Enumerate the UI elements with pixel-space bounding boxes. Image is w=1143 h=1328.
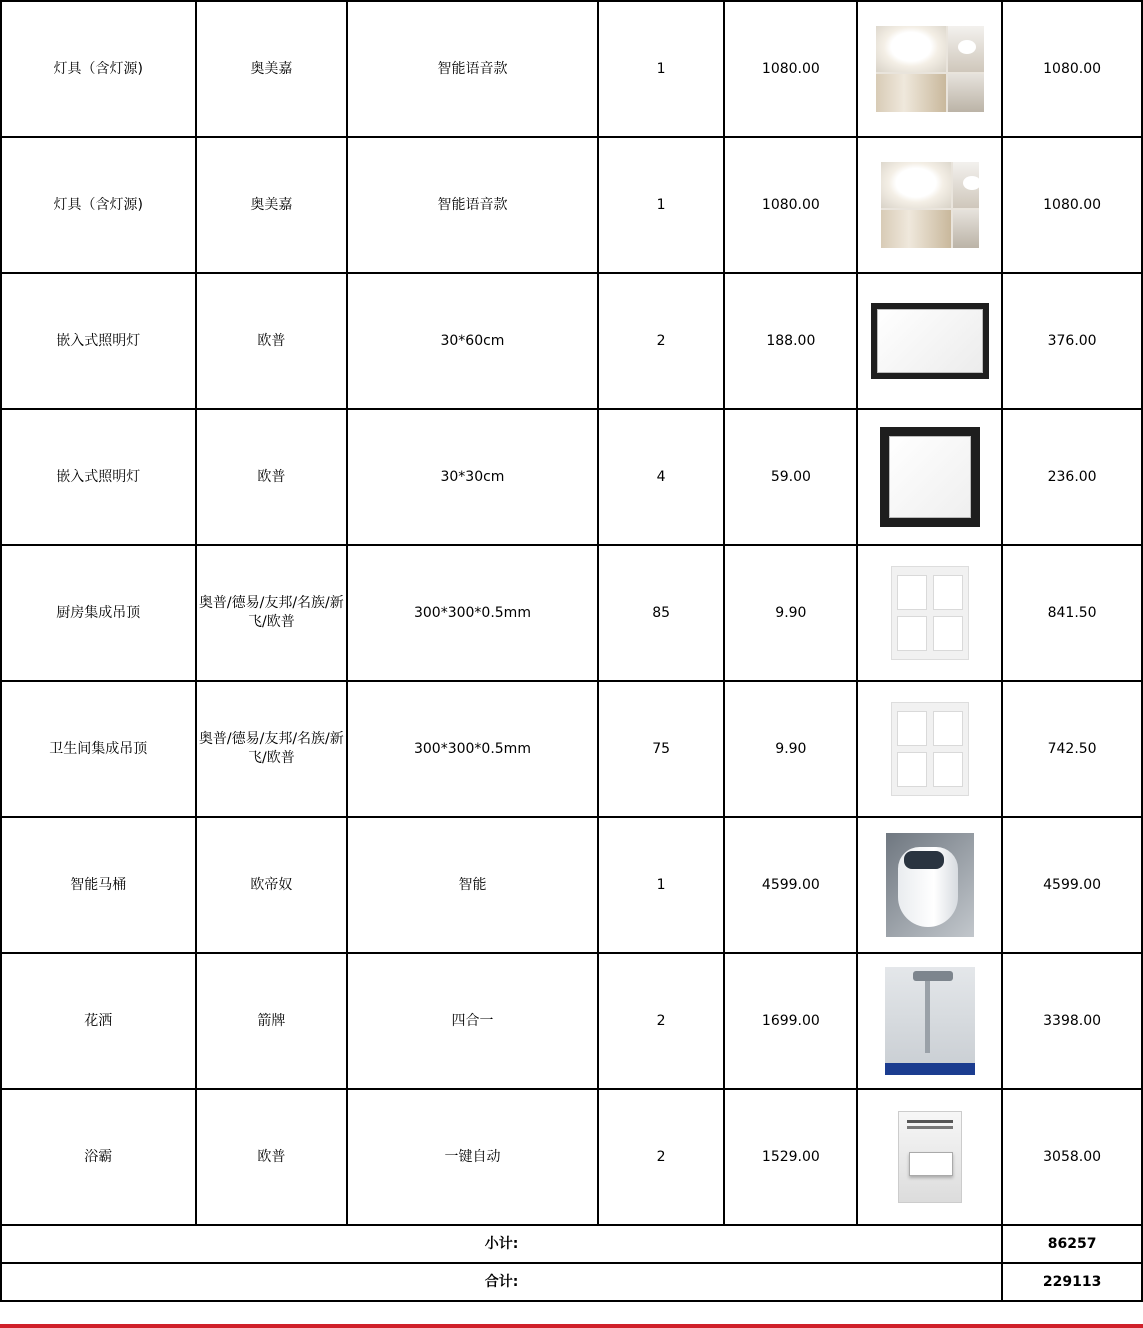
ceiling-lamp-icon <box>881 162 979 248</box>
item-image-cell <box>857 681 1002 817</box>
item-price: 4599.00 <box>724 817 857 953</box>
item-name: 灯具（含灯源) <box>1 137 196 273</box>
item-total: 3398.00 <box>1002 953 1142 1089</box>
item-name: 灯具（含灯源) <box>1 1 196 137</box>
item-qty: 75 <box>598 681 725 817</box>
table-row <box>1 1089 1142 1225</box>
item-image-cell <box>857 137 1002 273</box>
item-qty: 2 <box>598 953 725 1089</box>
table-row <box>1 545 1142 681</box>
item-brand: 奥美嘉 <box>196 1 348 137</box>
item-qty: 2 <box>598 1089 725 1225</box>
subtotal-label: 小计: <box>1 1225 1002 1263</box>
item-brand: 欧普 <box>196 273 348 409</box>
item-qty: 1 <box>598 137 725 273</box>
item-spec: 30*30cm <box>347 409 598 545</box>
item-total: 4599.00 <box>1002 817 1142 953</box>
item-qty: 1 <box>598 817 725 953</box>
smart-toilet-icon <box>886 833 974 937</box>
item-image-cell <box>857 545 1002 681</box>
table-row <box>1 1 1142 137</box>
item-image-cell <box>857 817 1002 953</box>
grand-total-label: 合计: <box>1 1263 1002 1301</box>
item-total: 376.00 <box>1002 273 1142 409</box>
item-image-cell <box>857 1 1002 137</box>
item-image-cell <box>857 409 1002 545</box>
panel-light-icon <box>871 303 989 379</box>
ceiling-lamp-icon <box>876 26 984 112</box>
bottom-accent-line <box>0 1324 1143 1328</box>
table-row <box>1 681 1142 817</box>
item-qty: 1 <box>598 1 725 137</box>
item-spec: 300*300*0.5mm <box>347 545 598 681</box>
item-brand: 奥美嘉 <box>196 137 348 273</box>
table-row <box>1 273 1142 409</box>
item-name: 嵌入式照明灯 <box>1 273 196 409</box>
item-price: 1080.00 <box>724 137 857 273</box>
item-total: 1080.00 <box>1002 1 1142 137</box>
item-qty: 85 <box>598 545 725 681</box>
item-spec: 智能 <box>347 817 598 953</box>
item-name: 厨房集成吊顶 <box>1 545 196 681</box>
item-brand: 欧普 <box>196 1089 348 1225</box>
item-brand: 欧普 <box>196 409 348 545</box>
subtotal-row <box>1 1225 1142 1263</box>
ceiling-tile-icon <box>891 566 969 660</box>
item-price: 1529.00 <box>724 1089 857 1225</box>
item-spec: 智能语音款 <box>347 1 598 137</box>
item-spec: 智能语音款 <box>347 137 598 273</box>
item-brand: 箭牌 <box>196 953 348 1089</box>
shower-set-icon <box>885 967 975 1075</box>
subtotal-value: 86257 <box>1002 1225 1142 1263</box>
item-spec: 一键自动 <box>347 1089 598 1225</box>
item-price: 1080.00 <box>724 1 857 137</box>
item-spec: 300*300*0.5mm <box>347 681 598 817</box>
item-total: 3058.00 <box>1002 1089 1142 1225</box>
item-name: 嵌入式照明灯 <box>1 409 196 545</box>
item-price: 59.00 <box>724 409 857 545</box>
item-name: 浴霸 <box>1 1089 196 1225</box>
item-spec: 四合一 <box>347 953 598 1089</box>
item-price: 9.90 <box>724 681 857 817</box>
grand-total-value: 229113 <box>1002 1263 1142 1301</box>
item-name: 智能马桶 <box>1 817 196 953</box>
item-brand: 欧帝奴 <box>196 817 348 953</box>
item-spec: 30*60cm <box>347 273 598 409</box>
item-qty: 2 <box>598 273 725 409</box>
item-total: 1080.00 <box>1002 137 1142 273</box>
panel-light-icon <box>880 427 980 527</box>
table-row <box>1 409 1142 545</box>
item-brand: 奥普/德易/友邦/名族/新飞/欧普 <box>196 545 348 681</box>
item-brand: 奥普/德易/友邦/名族/新飞/欧普 <box>196 681 348 817</box>
item-total: 236.00 <box>1002 409 1142 545</box>
item-qty: 4 <box>598 409 725 545</box>
item-price: 9.90 <box>724 545 857 681</box>
item-price: 188.00 <box>724 273 857 409</box>
item-image-cell <box>857 953 1002 1089</box>
table-row <box>1 137 1142 273</box>
item-total: 841.50 <box>1002 545 1142 681</box>
ceiling-tile-icon <box>891 702 969 796</box>
table-row <box>1 817 1142 953</box>
item-price: 1699.00 <box>724 953 857 1089</box>
item-image-cell <box>857 273 1002 409</box>
table-row <box>1 953 1142 1089</box>
item-name: 花洒 <box>1 953 196 1089</box>
item-name: 卫生间集成吊顶 <box>1 681 196 817</box>
item-total: 742.50 <box>1002 681 1142 817</box>
item-image-cell <box>857 1089 1002 1225</box>
grand-total-row <box>1 1263 1142 1301</box>
bath-heater-icon <box>898 1111 962 1203</box>
